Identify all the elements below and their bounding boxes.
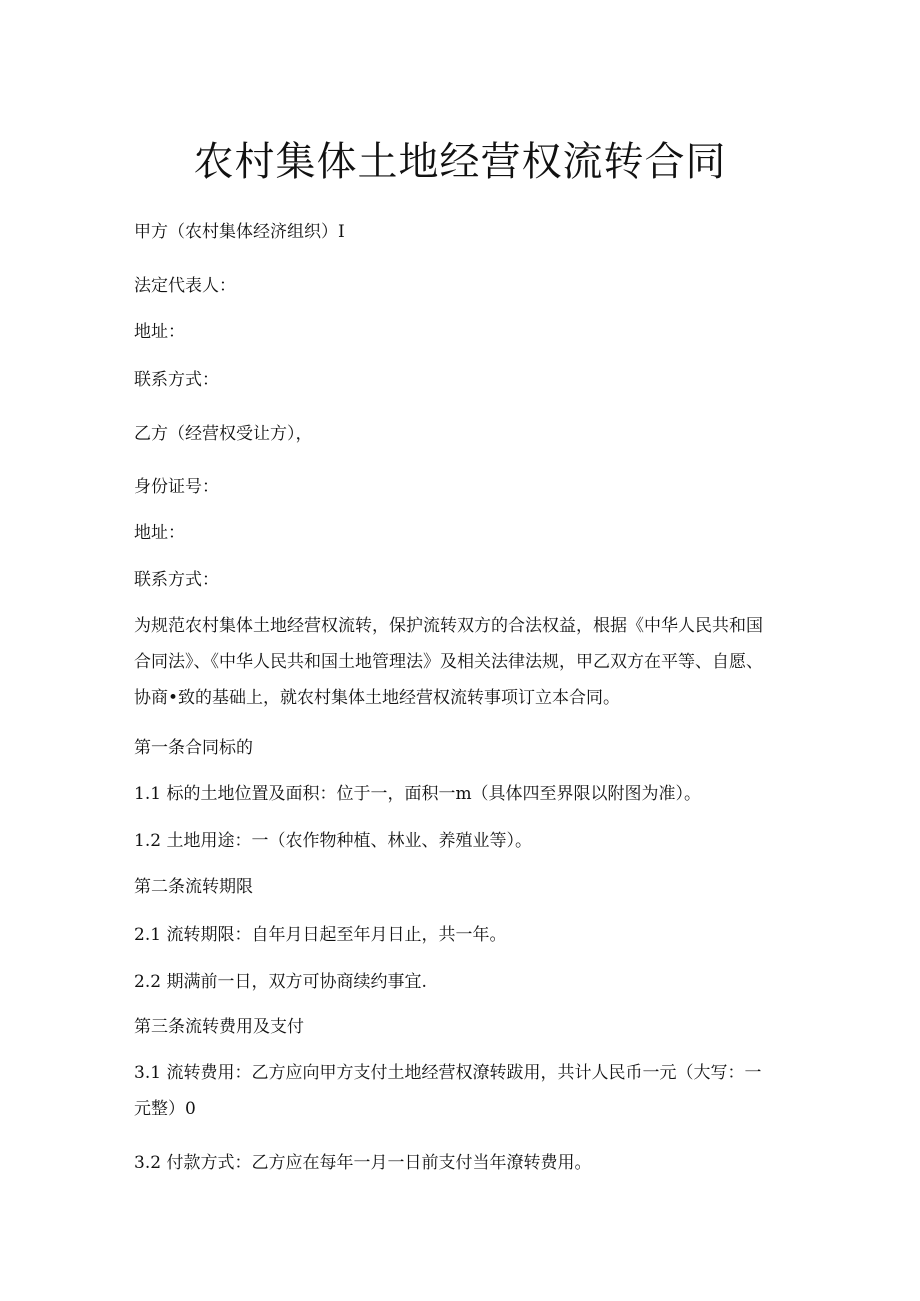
- party-b-contact: 联系方式：: [134, 570, 219, 590]
- party-b-heading: 乙方（经营权受让方），: [134, 424, 313, 444]
- article-1-heading: 第一条合同标的: [134, 738, 253, 758]
- article-2-heading: 第二条流转期限: [134, 877, 253, 897]
- article-3-heading: 第三条流转费用及支付: [134, 1017, 304, 1037]
- preamble-paragraph: 为规范农村集体土地经营权流转，保护流转双方的合法权益，根据《中华人民共和国合同法》、《中华人民共和国土地管理法》及相关法律法规，甲乙双方在平等、自愿、协商•致的基础上，就农村集体土地经营权流转事项订立本合同。: [134, 616, 763, 708]
- party-b-address: 地址：: [134, 523, 185, 543]
- clause-1-1: 1.1 标的土地位置及面积：位于一，面积一m（具体四至界限以附图为准）。: [134, 784, 702, 804]
- clause-2-2: 2.2 期满前一日，双方可协商续约事宜.: [134, 972, 427, 992]
- clause-2-1: 2.1 流转期限：自年月日起至年月日止，共一年。: [134, 925, 507, 945]
- party-a-contact: 联系方式：: [134, 370, 219, 390]
- party-b-id-number: 身份证号：: [134, 477, 219, 497]
- party-a-address: 地址：: [134, 322, 185, 342]
- document-title: 农村集体土地经营权流转合同: [193, 139, 727, 185]
- clause-1-2: 1.2 土地用途：一（农作物种植、林业、养殖业等）。: [134, 831, 532, 851]
- clause-3-2: 3.2 付款方式：乙方应在每年一月一日前支付当年潦转费用。: [134, 1153, 592, 1173]
- party-a-heading: 甲方（农村集体经济组织）I: [134, 222, 345, 242]
- clause-3-1: 3.1 流转费用：乙方应向甲方支付土地经营权潦转跋用，共计人民币一元（大写：一元整）0: [134, 1063, 762, 1119]
- party-a-legal-rep: 法定代表人：: [134, 276, 236, 296]
